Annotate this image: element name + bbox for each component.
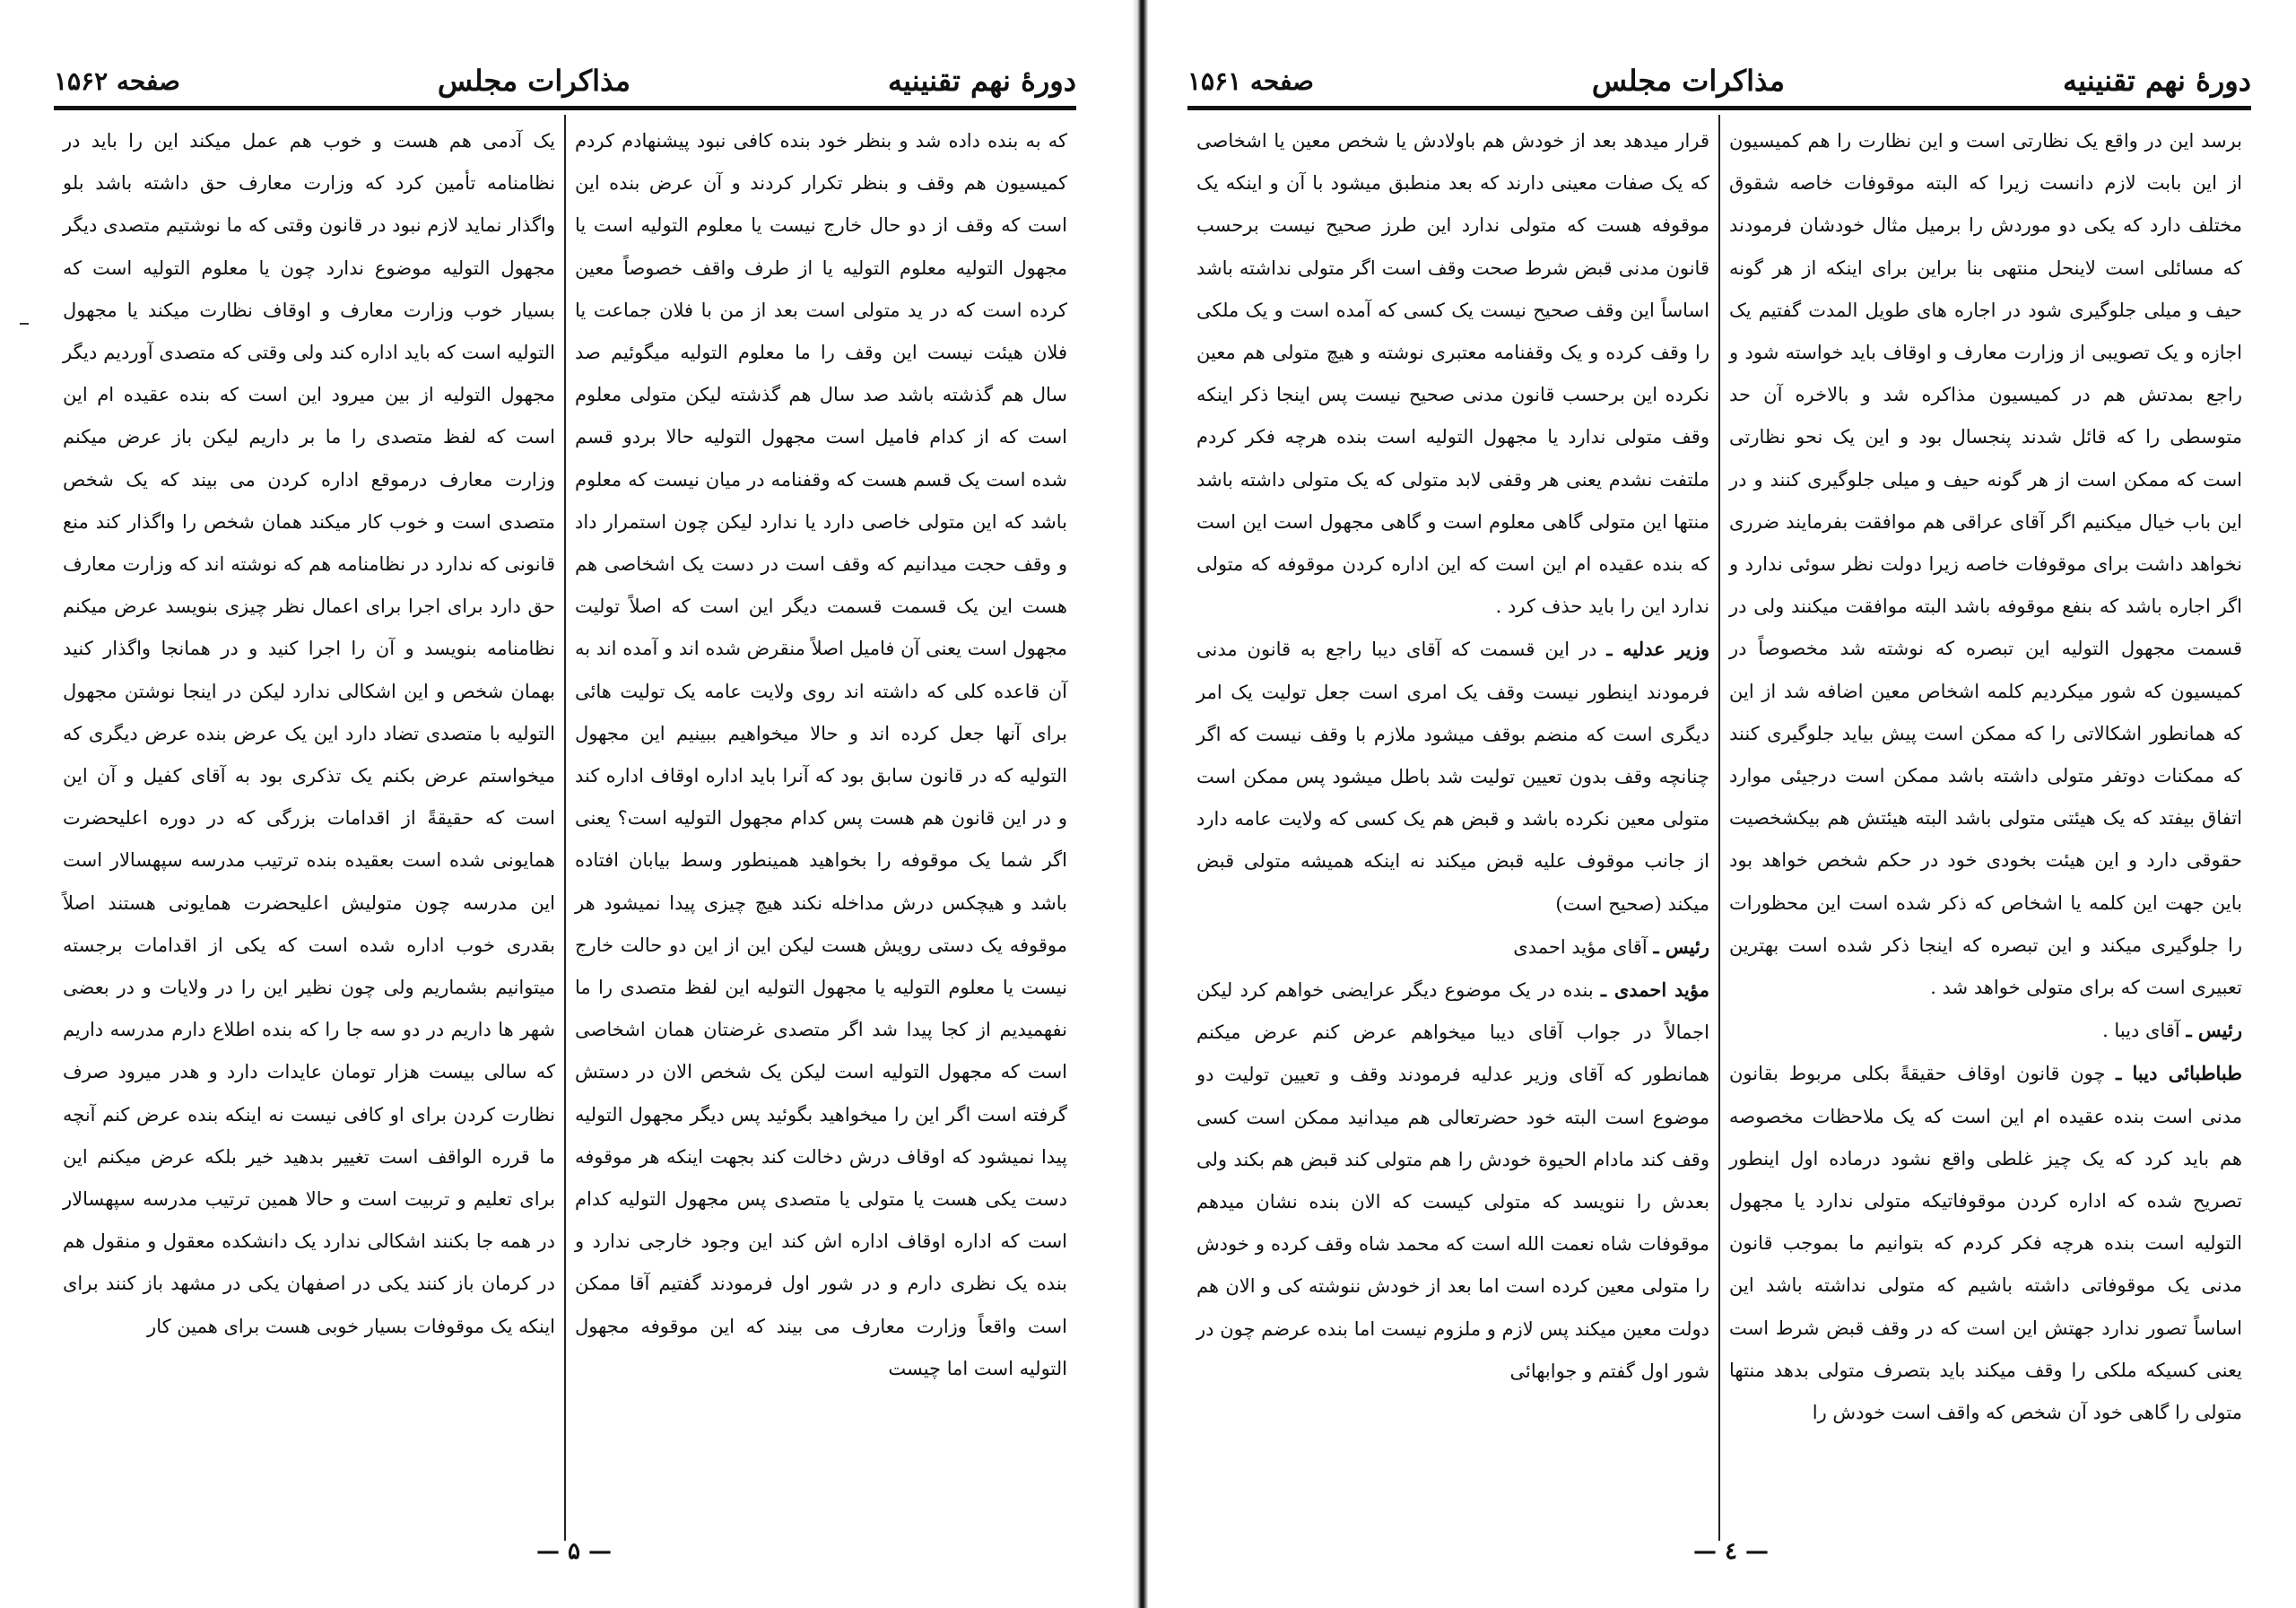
right-page-header [1187,56,2251,106]
paragraph: یک آدمی هم هست و خوب هم عمل میکند این را باید در نظامنامه تأمین کرد که وزارت معارف حق داشته باشد بلو واگذار نماید لازم نبود در قانون وقتی که ما نوشتیم متصدی دیگر مجهول التولیه موضوع ندارد چون یا معلوم التولیه است که بسیار خوب وزارت معارف و اوقاف نظارت میکند یا مجهول التولیه است که باید اداره کند ولی وقتی که متصدی آوردیم دیگر مجهول التولیه از بین میرود این است که بنده عقیده ام این است که لفظ متصدی را ما بر داریم لیکن باز عرض میکنم وزارت معارف درموقع اداره کردن می بیند که یک شخص متصدی است و خوب کار میکند همان شخص را واگذار کند منع قانونی که ندارد در نظامنامه هم که نوشته اند که وزارت معارف حق دارد برای اجرا برای اعمال نظر چیزی بنویسد عرض میکنم نظامنامه بنویسد و آن را اجرا کنید و در همانجا واگذار کنید بهمان شخص و این اشکالی ندارد لیکن در اینجا نوشتن مجهول التولیه با متصدی تضاد دارد این یک عرض بنده عرض دیگری که میخواستم عرض بکنم یک تذکری بود به آقای کفیل و آن این است که حقیقةً از اقدامات بزرگی که در دوره اعلیحضرت همایونی شده است بعقیده بنده ترتیب مدرسه سپهسالار است این مدرسه چون متولیش اعلیحضرت همایونی هستند اصلاً بقدری خوب اداره شده است که یکی از اقدامات برجسته میتوانیم بشماریم ولی چون نظیر این را در ولایات و در بعضی شهر ها داریم در دو سه جا را که بنده اطلاع دارم مدرسه داریم که سالی بیست هزار تومان عایدات دارد و هدر میرود صرف نظارت کردن برای او کافی نیست نه اینکه بنده عرض کنم آنچه ما قرره الواقف است تغییر بدهید خیر بلکه عرض میکنم این برای تعلیم و تربیت است و حالا همین ترتیب مدرسه سپهسالار در همه جا بکنند اشکالی ندارد یک دانشکده معقول و منقول هم در کرمان باز کنند یکی در اصفهان یکی در مشهد باز کنند برای اینکه یک موقوفات بسیار خوبی هست برای همین کار [63,130,555,1337]
right-page-title: مذاکرات مجلس [1591,64,1785,98]
speaker-name: وزیر عدلیه ـ [1606,638,1709,661]
left-column-right [566,115,1076,1541]
right-session-label: دورهٔ نهم تقنینیه [2062,64,2251,98]
speech [1196,926,1709,969]
speech-text: آقای دیبا . [2102,1020,2180,1042]
margin-mark [20,323,29,325]
speaker-name: رئیس ـ [2186,1019,2242,1042]
speaker-name: طباطبائی دیبا ـ [2116,1062,2242,1085]
left-page [0,0,1132,1608]
left-page-title: مذاکرات مجلس [437,64,631,98]
right-column-left [1187,115,1718,1541]
speech-text: در این قسمت که آقای دیبا راجع به قانون مدنی فرمودند اینطور نیست وقف یک امری است جعل تولیت یک امر دیگری است که منضم بوقف میشود ملازم با وقف نیست که اگر چنانچه وقف بدون تعیین تولیت شد باطل میشود پس ممکن است متولی معین نکرده باشد و قبض هم یک کسی که ولایت عامه دارد از جانب موقوف علیه قبض میکند نه اینکه همیشه متولی قبض میکند (صحیح است) [1196,639,1709,915]
speech-text: بنده در یک موضوع دیگر عرایضی خواهم کرد لیکن اجمالاً در جواب آقای دیبا میخواهم عرض کنم عرض میکنم همانطور که آقای وزیر عدلیه فرمودند وقف و تعیین تولیت دو موضوع است البته خود حضرتعالی هم میدانید ممکن است کسی وقف کند مادام الحیوة خودش را هم متولی کند قبض هم بکند ولی بعدش را ننویسد که متولی کیست که الان بنده نشان میدهم موقوفات شاه نعمت الله است که محمد شاه وقف کرده و خودش را متولی معین کرده است اما بعد از خودش ننوشته کی و الان هم دولت معین میکند پس لازم و ملزوم نیست اما بنده عرضم چون در شور اول گفتم و جوابهائی [1196,979,1709,1382]
column-divider [564,115,566,1541]
paragraph [1729,120,2242,1009]
speech [1196,969,1709,1393]
speech-text: چون قانون اوقاف حقیقةً بکلی مربوط بقانون مدنی است بنده عقیده ام این است که یک ملاحظات مخصوصه هم باید کرد که یک چیز غلطی واقع نشود درماده اول اینطور تصریح شده که اداره کردن موقوفاتیکه متولی ندارد یا مجهول التولیه است بنده هرچه فکر کردم که بتوانیم ما بموجب قانون مدنی یک موقوفاتی داشته باشیم که متولی نداشته باشد این اساساً تصور ندارد جهتش این است که در وقف قبض شرط است یعنی کسیکه ملکی را وقف میکند باید بتصرف متولی بدهد منتها متولی را گاهی خود آن شخص که واقف است خودش را [1729,1063,2242,1424]
book-gutter [1132,0,1148,1608]
left-columns [54,115,1076,1541]
left-column-left [54,115,564,1541]
left-page-header [54,56,1076,106]
left-page-number: صفحه ۱۵۶۲ [54,65,180,96]
paragraph: که به بنده داده شد و بنظر خود بنده کافی نبود پیشنهادم کردم کمیسیون هم وقف و بنظر تکرار کردند و آن عرض بنده این است که وقف از دو حال خارج نیست یا معلوم التولیه است یا مجهول التولیه معلوم التولیه یا از طرف واقف خصوصاً معین کرده است که در ید متولی است بعد از من با فلان جماعت یا فلان هیئت نیست این وقف را ما معلوم التولیه میگوئیم صد سال هم گذشته باشد صد سال هم گذشته لیکن متولی معلوم است که از کدام فامیل است مجهول التولیه حالا بردو قسم شده است یک قسم هست که وقفنامه در میان نیست که معلوم باشد که این متولی خاصی دارد یا ندارد لیکن چون استمرار داد و وقف حجت میدانیم که وقف است در دست یک اشخاصی هم هست این یک قسمت قسمت دیگر این است که اصلاً تولیت مجهول است یعنی آن فامیل اصلاً منقرض شده اند و آمده اند به آن قاعده کلی که داشته اند روی ولایت عامه یک تولیت هائی برای آنها جعل کرده اند و حالا میخواهیم ببینیم این مجهول التولیه که در قانون سابق بود که آنرا باید اداره اوقاف اداره کند و در این قانون هم هست پس کدام مجهول التولیه است؟ یعنی اگر شما یک موقوفه را بخواهید همینطور وسط بیابان افتاده باشد و هیچکس درش مداخله نکند هیچ چیزی پیدا نمیشود هر موقوفه یک دستی رویش هست لیکن این از این دو حالت خارج نیست یا معلوم التولیه یا مجهول التولیه این لفظ متصدی را ما نفهمیدیم از کجا پیدا شد اگر متصدی غرضتان همان اشخاصی است که مجهول التولیه است لیکن یک شخص الان در دستش گرفته است اگر این را میخواهید بگوئید پس دیگر مجهول التولیه پیدا نمیشود که اوقاف درش دخالت کند بجهت اینکه هر موقوفه دست یکی هست یا متولی یا متصدی پس مجهول التولیه کدام است که اداره اوقاف اداره اش کند این وجود خارجی ندارد و بنده یک نظری دارم و در شور اول فرمودند گفتیم آقا ممکن است واقعاً وزارت معارف می بیند که این موقوفه مجهول التولیه است اما چیست [575,130,1067,1379]
paragraph [1196,120,1709,628]
right-folio: — ٤ — [1692,1538,1770,1565]
left-session-label: دورهٔ نهم تقنینیه [887,64,1076,98]
right-page [1148,0,2296,1608]
right-column-right [1720,115,2251,1541]
paragraph-text: برسد این در واقع یک نظارتی است و این نظارت را هم کمیسیون از این بابت لازم دانست زیرا که البته موقوفات خاصه شقوق مختلف دارد که یکی دو موردش را برمیل مثال خودشان فرمودند که مسائلی است لاینحل منتهی بنا براین برای اینکه از هر گونه حیف و میلی جلوگیری شود در اجاره های طویل المدت گفتیم یک اجازه و یک تصویبی از وزارت معارف و اوقاف باید خواسته شود و راجع بمدتش هم در کمیسیون مذاکره شد و بالاخره آن حد متوسطی را که قائل شدند پنجسال بود و این یک نحو نظارتی است که ممکن است از هر گونه حیف و میلی جلوگیری کنند و در این باب خیال میکنیم اگر آقای عراقی هم موافقت بفرمایند ضرری نخواهد داشت برای موقوفات خاصه زیرا دولت نظر سوئی ندارد و اگر اجاره باشد که بنفع موقوفه باشد البته موافقت میکنند ولی در قسمت مجهول التولیه این تبصره که نوشته شد مخصوصاً در کمیسیون که شور میکردیم کلمه اشخاص معین اضافه شد از این که همانطور اشکالاتی را که ممکن است پیش بیاید جلوگیری کنند که ممکنات دوتفر متولی داشته باشد ممکن است درجیئی موارد اتفاق بیفتد که یک هیئتی متولی باشد البته هیئتش هم بیکشخصیت حقوقی دارد و این هیئت بخودی خود در حکم شخص خواهد بود باین جهت این کلمه یا اشخاص که ذکر شده است این محظورات را جلوگیری میکند و این تبصره که اینجا ذکر شده است بهترین تعبیری است که برای متولی خواهد شد . [1729,130,2242,999]
right-columns [1187,115,2251,1541]
speech-text: آقای مؤید احمدی [1513,935,1648,958]
speech [1729,1009,2242,1052]
left-header-rule [54,106,1076,110]
speaker-name: مؤید احمدی ـ [1600,978,1709,1002]
right-header-rule [1187,106,2251,110]
speaker-name: رئیس ـ [1653,934,1709,958]
paragraph-text: قرار میدهد بعد از خودش هم باولادش یا شخص معین یا اشخاصی که یک صفات معینی دارند که بعد منطبق میشود با آن و اینکه یک موقوفه هست که متولی ندارد این طرز صحیح نیست برحسب قانون مدنی قبض شرط صحت وقف است اگر متولی نداشته باشد اساساً این وقف صحیح نیست یک کسی که آمده است و یک ملکی را وقف کرده و یک وقفنامه معتبری نوشته و هیچ متولی هم معین نکرده این برحسب قانون مدنی صحیح نیست پس اینجا ذکر اینکه وقف متولی ندارد یا مجهول التولیه است بنده هرچه فکر کردم ملتفت نشدم یعنی هر وقفی لابد متولی که یک متولی داشته باشد منتها این متولی گاهی معلوم است و گاهی مجهول است این است که بنده عقیده ام این است که این اداره کردن موقوفه که متولی ندارد این را باید حذف کرد . [1196,130,1709,618]
speech [1196,628,1709,925]
right-page-number: صفحه ۱۵۶۱ [1187,65,1314,96]
left-folio: — ۵ — [535,1538,613,1565]
speech [1729,1052,2242,1434]
column-divider [1718,115,1720,1541]
